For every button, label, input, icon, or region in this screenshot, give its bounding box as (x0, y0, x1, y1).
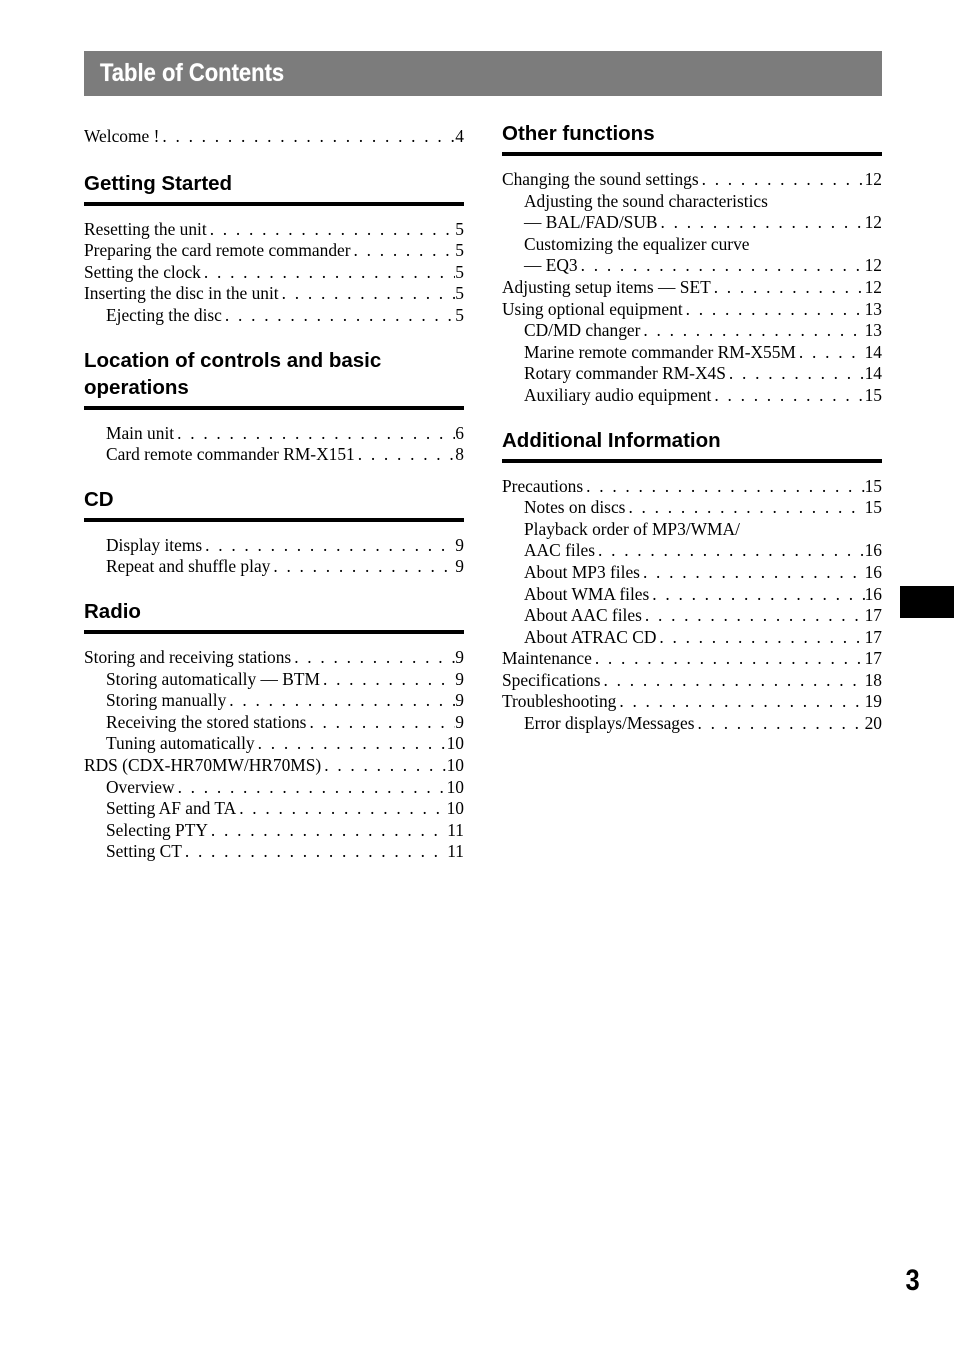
toc-entry-label: Storing manually (106, 690, 227, 711)
toc-entry-page: 15 (864, 475, 882, 496)
toc-entry-label: Card remote commander RM-X151 (106, 444, 355, 465)
toc-entry-label: Using optional equipment (502, 298, 683, 319)
toc-leader-dots (711, 385, 864, 407)
toc-entry-label: Preparing the card remote commander (84, 240, 351, 261)
toc-entry-label: Tuning automatically (106, 733, 255, 754)
toc-entry (84, 690, 464, 712)
toc-entry (84, 841, 464, 863)
toc-leader-dots (640, 320, 864, 342)
toc-entry (84, 820, 464, 842)
toc-leader-dots (656, 627, 864, 649)
toc-entry (502, 648, 882, 670)
toc-entry-label: About WMA files (524, 583, 650, 604)
toc-entry-page: 8 (455, 444, 464, 465)
toc-leader-dots (355, 444, 456, 466)
toc-leader-dots (595, 540, 865, 562)
toc-section (84, 598, 464, 863)
toc-entry-page: 5 (455, 240, 464, 261)
toc-entry-page: 9 (455, 690, 464, 711)
toc-entry (502, 627, 882, 649)
toc-entry-label: Notes on discs (524, 497, 626, 518)
toc-entry-label: Setting the clock (84, 261, 201, 282)
toc-section (502, 427, 882, 735)
toc-leader-dots (182, 841, 447, 863)
toc-entry-page: 17 (864, 648, 882, 669)
toc-leader-dots (201, 262, 455, 284)
toc-leader-dots (279, 283, 456, 305)
toc-entry (84, 126, 464, 148)
toc-entry-page: 13 (864, 320, 882, 341)
toc-entry (502, 605, 882, 627)
toc-leader-dots (699, 169, 865, 191)
toc-leader-dots (796, 342, 865, 364)
title-bar (84, 51, 882, 96)
toc-entry-page: 14 (864, 341, 882, 362)
toc-entry-page: 6 (455, 422, 464, 443)
section-heading: Getting Started (84, 170, 464, 206)
toc-section (84, 170, 464, 327)
toc-entry-label: Ejecting the disc (106, 304, 222, 325)
toc-entry-page: 9 (455, 534, 464, 555)
toc-leader-dots (226, 690, 455, 712)
toc-leader-dots (174, 423, 455, 445)
toc-entry-label: — EQ3 (524, 255, 578, 276)
toc-leader-dots (642, 605, 865, 627)
toc-entry (502, 385, 882, 407)
toc-entry-page: 9 (455, 646, 464, 667)
toc-entry (502, 540, 882, 562)
toc-leader-dots (351, 240, 456, 262)
toc-entry (84, 733, 464, 755)
toc-entry-page: 9 (455, 556, 464, 577)
toc-entry-label: Display items (106, 534, 203, 555)
toc-leader-dots (711, 277, 865, 299)
toc-entry-page: 16 (864, 540, 882, 561)
toc-entry-label: Storing and receiving stations (84, 646, 292, 667)
toc-entry (502, 169, 882, 191)
toc-intro (84, 126, 464, 148)
toc-entry-label: Receiving the stored stations (106, 711, 307, 732)
toc-section (502, 120, 882, 407)
toc-entry-page: 11 (447, 819, 464, 840)
toc-leader-dots (616, 691, 864, 713)
toc-section (84, 486, 464, 578)
toc-section (84, 347, 464, 466)
toc-entry (84, 423, 464, 445)
toc-entry (84, 777, 464, 799)
toc-entry-page: 9 (455, 711, 464, 732)
toc-leader-dots (306, 712, 455, 734)
toc-entry (84, 219, 464, 241)
toc-entry (502, 497, 882, 519)
toc-entry (84, 669, 464, 691)
toc-entry-page: 12 (864, 212, 882, 233)
toc-entry (84, 755, 464, 777)
toc-entry-page: 18 (864, 669, 882, 690)
toc-entry (84, 262, 464, 284)
section-heading: Radio (84, 598, 464, 634)
page-title: Table of Contents (100, 59, 285, 87)
toc-leader-dots (625, 497, 864, 519)
toc-leader-dots (592, 648, 865, 670)
toc-entry-page: 10 (446, 733, 464, 754)
toc-entry-page: 11 (447, 841, 464, 862)
toc-entry-page: 9 (455, 668, 464, 689)
toc-leader-dots (159, 126, 455, 148)
toc-entry-page: 19 (864, 691, 882, 712)
toc-entry-label: Customizing the equalizer curve (524, 233, 750, 254)
toc-entry (84, 444, 464, 466)
toc-leader-dots (649, 584, 864, 606)
toc-leader-dots (726, 363, 865, 385)
toc-entry (84, 712, 464, 734)
toc-entry-label: CD/MD changer (524, 320, 641, 341)
toc-entry (502, 320, 882, 342)
toc-leader-dots (683, 299, 865, 321)
toc-entry-label: Changing the sound settings (502, 169, 699, 189)
toc-entry-page: 5 (455, 261, 464, 282)
toc-entry-label: AAC files (524, 540, 596, 561)
toc-entry-label: Precautions (502, 475, 584, 496)
toc-entry (502, 299, 882, 321)
toc-entry-label: About MP3 files (524, 561, 640, 582)
toc-entry-page: 12 (864, 255, 882, 276)
toc-entry (502, 234, 882, 256)
toc-entry-page: 5 (455, 218, 464, 239)
toc-leader-dots (270, 556, 455, 578)
toc-entry-label: Specifications (502, 669, 601, 690)
toc-entry-page: 5 (455, 283, 464, 304)
toc-entry-page: 10 (446, 776, 464, 797)
section-heading: Location of controls and basic operations (84, 347, 464, 410)
toc-entry-page: 10 (446, 754, 464, 775)
toc-entry-label: Repeat and shuffle play (106, 556, 271, 577)
toc-entry-page: 16 (864, 583, 882, 604)
toc-leader-dots (321, 755, 446, 777)
toc-entry (84, 798, 464, 820)
toc-entry-label: Auxiliary audio equipment (524, 384, 712, 405)
toc-leader-dots (291, 647, 455, 669)
toc-leader-dots (202, 535, 455, 557)
toc-entry-label: Error displays/Messages (524, 713, 695, 734)
toc-entry (502, 191, 882, 213)
section-heading: Additional Information (502, 427, 882, 463)
toc-leader-dots (255, 733, 447, 755)
toc-entry-page: 16 (864, 561, 882, 582)
toc-leader-dots (640, 562, 865, 584)
toc-leader-dots (175, 777, 447, 799)
toc-entry (84, 535, 464, 557)
toc-entry-label: Adjusting the sound characteristics (524, 190, 768, 211)
toc-leader-dots (236, 798, 446, 820)
toc-entry (84, 240, 464, 262)
toc-entry-label: Main unit (106, 422, 175, 443)
toc-entry (502, 562, 882, 584)
toc-entry-page: 13 (864, 298, 882, 319)
toc-entry (502, 255, 882, 277)
toc-entry-label: Welcome ! (84, 126, 160, 146)
toc-entry (84, 556, 464, 578)
toc-left-column (84, 120, 464, 883)
toc-entry-label: Setting CT (106, 841, 182, 862)
toc-entry (502, 713, 882, 735)
toc-entry-label: Maintenance (502, 648, 592, 669)
toc-entry-page: 17 (864, 626, 882, 647)
page-number: 3 (905, 1264, 920, 1297)
toc-leader-dots (658, 212, 865, 234)
toc-entry (84, 305, 464, 327)
toc-entry-page: 10 (446, 798, 464, 819)
toc-entry-label: Overview (106, 776, 175, 797)
toc-leader-dots (578, 255, 865, 277)
toc-entry-label: — BAL/FAD/SUB (524, 212, 658, 233)
toc-entry-page: 14 (864, 363, 882, 384)
toc-entry (84, 647, 464, 669)
toc-entry (84, 283, 464, 305)
toc-entry (502, 363, 882, 385)
toc-entry (502, 342, 882, 364)
toc-entry-label: Troubleshooting (502, 691, 617, 712)
toc-entry-label: Adjusting setup items — SET (502, 276, 711, 297)
toc-entry-label: Resetting the unit (84, 218, 207, 239)
toc-entry-label: About AAC files (524, 605, 642, 626)
section-heading: Other functions (502, 120, 882, 156)
toc-entry (502, 519, 882, 541)
toc-entry-page: 17 (864, 605, 882, 626)
toc-entry-page: 20 (864, 713, 882, 734)
toc-entry-label: Setting AF and TA (106, 798, 237, 819)
toc-leader-dots (601, 670, 865, 692)
toc-entry-page: 12 (864, 276, 882, 297)
toc-leader-dots (695, 713, 865, 735)
toc-leader-dots (222, 305, 455, 327)
toc-entry-label: Selecting PTY (106, 819, 208, 840)
toc-entry (502, 584, 882, 606)
toc-entry (502, 277, 882, 299)
section-heading: CD (84, 486, 464, 522)
toc-entry-label: RDS (CDX-HR70MW/HR70MS) (84, 754, 322, 775)
toc-entry-label: Playback order of MP3/WMA/ (524, 518, 740, 539)
toc-leader-dots (208, 820, 447, 842)
toc-entry (502, 476, 882, 498)
toc-entry-label: Inserting the disc in the unit (84, 283, 279, 304)
toc-right-column (502, 120, 882, 755)
toc-leader-dots (207, 219, 456, 241)
toc-entry (502, 212, 882, 234)
toc-leader-dots (320, 669, 455, 691)
toc-entry-label: Rotary commander RM-X4S (524, 363, 726, 384)
toc-entry-label: About ATRAC CD (524, 626, 657, 647)
toc-entry-label: Marine remote commander RM-X55M (524, 341, 796, 362)
toc-leader-dots (583, 476, 864, 498)
toc-entry-page: 12 (864, 169, 882, 189)
section-tab-marker (900, 586, 954, 618)
toc-entry-label: Storing automatically — BTM (106, 668, 320, 689)
toc-entry-page: 5 (455, 304, 464, 325)
toc-entry (502, 670, 882, 692)
toc-entry-page: 4 (455, 126, 464, 146)
toc-entry (502, 691, 882, 713)
toc-entry-page: 15 (864, 384, 882, 405)
toc-entry-page: 15 (864, 497, 882, 518)
